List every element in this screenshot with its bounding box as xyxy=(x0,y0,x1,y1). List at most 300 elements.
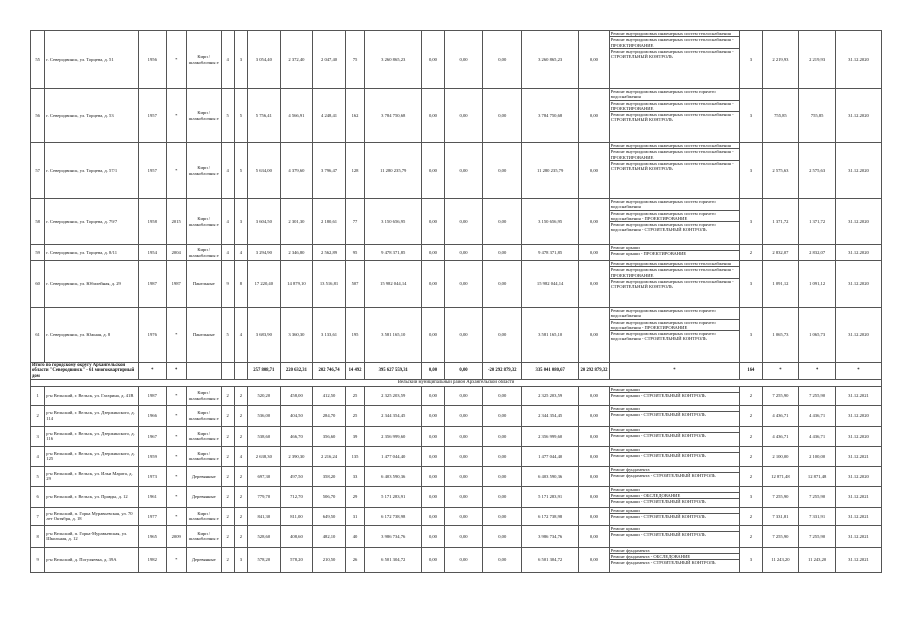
p1-cell: 1 091,12 xyxy=(762,261,799,308)
cost-cell: 6 501 304,72 xyxy=(365,547,422,572)
total-residents: 14 492 xyxy=(345,363,364,380)
a3-cell: 2 216,24 xyxy=(313,446,346,466)
z1-cell: 0,00 xyxy=(422,31,444,89)
row-number: 2 xyxy=(31,405,45,426)
deadline-cell: 31.12.2021 xyxy=(835,547,881,572)
st-cell: 2 xyxy=(740,386,762,405)
a2-cell: 2 301,30 xyxy=(280,199,313,245)
a3-cell: 649,50 xyxy=(313,507,346,525)
p1-cell: 7 255,90 xyxy=(762,525,799,547)
fl-cell: 5 xyxy=(221,89,234,143)
work-item: Ремонт внутридомовых инженерных систем горячего водоснабжения xyxy=(610,199,739,211)
en-cell: 3 xyxy=(234,31,247,89)
table-row xyxy=(31,308,882,363)
address-cell: р-н Вельский, г. Вельск, ул. Гагарина, д. 41В xyxy=(45,386,139,405)
p1-cell: 2 219,93 xyxy=(762,31,799,89)
p2-cell: 2 100,00 xyxy=(799,446,836,466)
st-cell: 3 xyxy=(740,261,762,308)
res-cell: 162 xyxy=(345,89,364,143)
res-cell: 128 xyxy=(345,143,364,199)
z3-cell: 0,00 xyxy=(483,308,522,363)
z1-cell: 0,00 xyxy=(422,446,444,466)
work-item: Ремонт внутридомовых инженерных систем теплоснабжения - ПРОЕКТИРОВАНИЕ xyxy=(610,149,739,161)
mat-cell: Кирп / шлакоблочны е xyxy=(186,507,221,525)
work-item: Ремонт внутридомовых инженерных систем теплоснабжения - ПРОЕКТИРОВАНИЕ xyxy=(610,37,739,49)
work-item: Ремонт крыши xyxy=(610,508,739,514)
works-cell xyxy=(609,143,739,199)
reb-cell: 2004 xyxy=(166,245,186,261)
table-row xyxy=(31,525,882,547)
z1-cell: 0,00 xyxy=(422,466,444,486)
table-row xyxy=(31,245,882,261)
cost-cell: 6 403 590,36 xyxy=(365,466,422,486)
z2-cell: 0,00 xyxy=(444,31,483,89)
work-item: Ремонт внутридомовых инженерных систем теплоснабжения - ПРОЕКТИРОВАНИЕ xyxy=(610,267,739,279)
fl-cell: 2 xyxy=(221,446,234,466)
work-item: Ремонт внутридомовых инженерных систем горячего водоснабжения - СТРОИТЕЛЬНЫЙ КОНТРОЛЬ xyxy=(610,222,716,233)
works-cell xyxy=(609,486,739,507)
st-cell: 3 xyxy=(740,547,762,572)
address-cell: г. Северодвинск, ул. Южная, д. 8 xyxy=(45,308,139,363)
address-cell: р-н Вельский, г. Вельск, ул. Дзержинского, д. 114 xyxy=(45,405,139,426)
reb-cell: * xyxy=(166,547,186,572)
p1-cell: 7 255,90 xyxy=(762,486,799,507)
mat-cell: Деревянные xyxy=(186,486,221,507)
p2-cell: 4 436,71 xyxy=(799,405,836,426)
a2-cell: 2 390,30 xyxy=(280,446,313,466)
z2-cell: 0,00 xyxy=(444,525,483,547)
cost-cell: 11 280 235,79 xyxy=(365,143,422,199)
z2-cell: 0,00 xyxy=(444,199,483,245)
row-number: 4 xyxy=(31,446,45,466)
z1-cell: 0,00 xyxy=(422,89,444,143)
reb-cell: * xyxy=(166,426,186,446)
row-number: 60 xyxy=(31,261,45,308)
address-cell: р-н Вельский, п. Горка Муравьевская, ул. 70 лет Октября, д. 18 xyxy=(45,507,139,525)
fl-cell: 2 xyxy=(221,507,234,525)
cost-cell: 2 344 354,45 xyxy=(365,405,422,426)
a2-cell: 4 379,60 xyxy=(280,143,313,199)
works-cell xyxy=(609,245,739,261)
work-item: Ремонт фундамента - СТРОИТЕЛЬНЫЙ КОНТРОЛЬ xyxy=(610,560,716,566)
works-cell xyxy=(609,466,739,486)
mat-cell: Кирп / шлакоблочны е xyxy=(186,245,221,261)
table-row xyxy=(31,199,882,245)
p2-cell: 1 091,12 xyxy=(799,261,836,308)
year-cell: 1958 xyxy=(139,199,167,245)
p2-cell: 2 832,07 xyxy=(799,245,836,261)
res-cell: 95 xyxy=(345,245,364,261)
reb-cell: * xyxy=(166,507,186,525)
a2-cell: 14 879,10 xyxy=(280,261,313,308)
mat-cell: Кирп / шлакоблочны е xyxy=(186,89,221,143)
z3-cell: 0,00 xyxy=(483,261,522,308)
z4-cell: 0,00 xyxy=(579,405,610,426)
tot-cell: 6 172 738,98 xyxy=(522,507,579,525)
p2-cell: 4 436,71 xyxy=(799,426,836,446)
z4-cell: 0,00 xyxy=(579,486,610,507)
z3-cell: 0,00 xyxy=(483,143,522,199)
area-cell: 2 638,30 xyxy=(248,446,281,466)
z2-cell: 0,00 xyxy=(444,405,483,426)
z4-cell: 0,00 xyxy=(579,507,610,525)
area-cell: 697,30 xyxy=(248,466,281,486)
fl-cell: 2 xyxy=(221,386,234,405)
z3-cell: 0,00 xyxy=(483,466,522,486)
area-cell: 3 604,50 xyxy=(248,199,281,245)
z1-cell: 0,00 xyxy=(422,143,444,199)
st-cell: 2 xyxy=(740,405,762,426)
a3-cell: 358,20 xyxy=(313,466,346,486)
res-cell: 77 xyxy=(345,199,364,245)
reb-cell: 2015 xyxy=(166,199,186,245)
en-cell: 8 xyxy=(234,261,247,308)
cost-cell: 1 477 044,40 xyxy=(365,446,422,466)
res-cell: 33 xyxy=(345,466,364,486)
en-cell: 5 xyxy=(234,89,247,143)
z1-cell: 0,00 xyxy=(422,308,444,363)
reb-cell: * xyxy=(166,31,186,89)
works-cell xyxy=(609,426,739,446)
p2-cell: 7 255,90 xyxy=(799,386,836,405)
work-item: Ремонт фундамента - ОБСЛЕДОВАНИЕ xyxy=(610,554,739,560)
table-row xyxy=(31,446,882,466)
address-cell: р-н Вельский, п. Горка-Муравьевская, ул. Школьная, д. 12 xyxy=(45,525,139,547)
address-cell: г. Северодвинск, ул. Торцева, д. 8/11 xyxy=(45,245,139,261)
reb-cell: * xyxy=(166,143,186,199)
en-cell: 2 xyxy=(234,486,247,507)
res-cell: 25 xyxy=(345,405,364,426)
z2-cell: 0,00 xyxy=(444,261,483,308)
address-cell: г. Северодвинск, ул. Торцева, д. 57/1 xyxy=(45,143,139,199)
res-cell: 507 xyxy=(345,261,364,308)
mat-cell: Панельные xyxy=(186,308,221,363)
a2-cell: 408,60 xyxy=(280,525,313,547)
tot-cell: 2 325 203,59 xyxy=(522,386,579,405)
mat-cell: Кирп / шлакоблочны е xyxy=(186,525,221,547)
table-row xyxy=(31,386,882,405)
z3-cell: 0,00 xyxy=(483,31,522,89)
work-item: Ремонт внутридомовых инженерных систем горячего водоснабжения xyxy=(610,89,739,101)
a2-cell: 404,50 xyxy=(280,405,313,426)
works-cell xyxy=(609,525,739,547)
works-cell xyxy=(609,446,739,466)
res-cell: 39 xyxy=(345,426,364,446)
z1-cell: 0,00 xyxy=(422,507,444,525)
year-cell: 1982 xyxy=(139,547,167,572)
z2-cell: 0,00 xyxy=(444,426,483,446)
total-row: Итого по городскому округу Архангельской области "Северодвинск" - 61 многоквартирный дом * * 257 808,71 220 632,31 202 746,74 14 492 395 627 559,31 0,00 0,00 -20 292 879,32 335 041 080,67 20 292 879,32 * 164 * * * xyxy=(31,363,882,380)
area-cell: 536,00 xyxy=(248,405,281,426)
mat-cell: Кирп / шлакоблочны е xyxy=(186,426,221,446)
work-item: Ремонт крыши xyxy=(610,447,739,453)
work-item: Ремонт крыши - ОБСЛЕДОВАНИЕ xyxy=(610,493,739,499)
en-cell: 5 xyxy=(234,143,247,199)
row-number: 55 xyxy=(31,31,45,89)
works-cell xyxy=(609,405,739,426)
row-number: 6 xyxy=(31,486,45,507)
st-cell: 3 xyxy=(740,308,762,363)
address-cell: р-н Вельский, г. Вельск, ул. Дзержинского, д. 125 xyxy=(45,446,139,466)
a3-cell: 412,50 xyxy=(313,386,346,405)
z3-cell: 0,00 xyxy=(483,446,522,466)
cost-cell: 3 986 734,76 xyxy=(365,525,422,547)
p1-cell: 4 436,71 xyxy=(762,405,799,426)
z4-cell: 0,00 xyxy=(579,525,610,547)
z2-cell: 0,00 xyxy=(444,466,483,486)
fl-cell: 9 xyxy=(221,261,234,308)
en-cell: 4 xyxy=(234,245,247,261)
total-label: Итого по городскому округу Архангельской области "Северодвинск" - 61 многоквартирный дом xyxy=(31,363,139,380)
p2-cell: 2 575,63 xyxy=(799,143,836,199)
work-item: Ремонт внутридомовых инженерных систем горячего водоснабжения - СТРОИТЕЛЬНЫЙ КОНТРОЛЬ xyxy=(610,331,716,342)
z1-cell: 0,00 xyxy=(422,261,444,308)
tot-cell: 9 478 371,85 xyxy=(522,245,579,261)
area-cell: 578,20 xyxy=(248,547,281,572)
z4-cell: 0,00 xyxy=(579,261,610,308)
p2-cell: 12 871,48 xyxy=(799,466,836,486)
cost-cell: 2 325 203,59 xyxy=(365,386,422,405)
a2-cell: 466,70 xyxy=(280,426,313,446)
a3-cell: 13 516,81 xyxy=(313,261,346,308)
z2-cell: 0,00 xyxy=(444,547,483,572)
z3-cell: 0,00 xyxy=(483,89,522,143)
work-item: Ремонт крыши - СТРОИТЕЛЬНЫЙ КОНТРОЛЬ xyxy=(610,412,706,418)
deadline-cell: 31.12.2021 xyxy=(835,386,881,405)
mat-cell: Кирп / шлакоблочны е xyxy=(186,31,221,89)
work-item: Ремонт крыши xyxy=(610,245,739,251)
z3-cell: 0,00 xyxy=(483,426,522,446)
p2-cell: 1 371,72 xyxy=(799,199,836,245)
works-cell xyxy=(609,89,739,143)
z1-cell: 0,00 xyxy=(422,386,444,405)
mat-cell: Панельные xyxy=(186,261,221,308)
a2-cell: 578,20 xyxy=(280,547,313,572)
year-cell: 1957 xyxy=(139,143,167,199)
reb-cell: * xyxy=(166,308,186,363)
area-cell: 779,70 xyxy=(248,486,281,507)
row-number: 57 xyxy=(31,143,45,199)
year-cell: 1959 xyxy=(139,446,167,466)
area-cell: 5 756,41 xyxy=(248,89,281,143)
a3-cell: 4 248,41 xyxy=(313,89,346,143)
table-row xyxy=(31,405,882,426)
tot-cell: 3 581 165,10 xyxy=(522,308,579,363)
cost-cell: 2 356 999,60 xyxy=(365,426,422,446)
z3-cell: 0,00 xyxy=(483,486,522,507)
a3-cell: 506,70 xyxy=(313,486,346,507)
address-cell: р-н Вельский, д. Погуляевка, д. 39А xyxy=(45,547,139,572)
z1-cell: 0,00 xyxy=(422,426,444,446)
district-title: Вельский муниципальный район Архангельской области xyxy=(31,380,882,387)
address-cell: р-н Вельский, г. Вельск, ул. Дзержинского, д. 116 xyxy=(45,426,139,446)
deadline-cell: 31.12.2020 xyxy=(835,143,881,199)
fl-cell: 2 xyxy=(221,547,234,572)
en-cell: 3 xyxy=(234,547,247,572)
work-item: Ремонт внутридомовых инженерных систем теплоснабжения xyxy=(610,261,739,267)
reb-cell: * xyxy=(166,89,186,143)
work-item: Ремонт крыши xyxy=(610,427,739,433)
reb-cell: * xyxy=(166,386,186,405)
p1-cell: 7 255,90 xyxy=(762,386,799,405)
deadline-cell: 31.12.2021 xyxy=(835,507,881,525)
deadline-cell: 31.12.2021 xyxy=(835,525,881,547)
fl-cell: 4 xyxy=(221,245,234,261)
z1-cell: 0,00 xyxy=(422,525,444,547)
z4-cell: 0,00 xyxy=(579,547,610,572)
works-cell xyxy=(609,31,739,89)
table-row xyxy=(31,507,882,525)
cost-cell: 6 172 738,98 xyxy=(365,507,422,525)
area-cell: 3 054,40 xyxy=(248,31,281,89)
year-cell: 1977 xyxy=(139,507,167,525)
reb-cell: 2009 xyxy=(166,525,186,547)
z4-cell: 0,00 xyxy=(579,89,610,143)
z2-cell: 0,00 xyxy=(444,446,483,466)
z4-cell: 0,00 xyxy=(579,245,610,261)
row-number: 58 xyxy=(31,199,45,245)
fl-cell: 2 xyxy=(221,426,234,446)
year-cell: 1987 xyxy=(139,386,167,405)
work-item: Ремонт внутридомовых инженерных систем теплоснабжения - СТРОИТЕЛЬНЫЙ КОНТРОЛЬ xyxy=(610,48,734,60)
work-item: Ремонт внутридомовых инженерных систем теплоснабжения - СТРОИТЕЛЬНЫЙ КОНТРОЛЬ xyxy=(610,112,734,123)
fl-cell: 2 xyxy=(221,525,234,547)
deadline-cell: 31.12.2020 xyxy=(835,199,881,245)
table-row xyxy=(31,31,882,89)
work-item: Ремонт крыши - СТРОИТЕЛЬНЫЙ КОНТРОЛЬ xyxy=(610,453,706,459)
st-cell: 3 xyxy=(740,486,762,507)
works-cell xyxy=(609,308,739,363)
z4-cell: 0,00 xyxy=(579,446,610,466)
tot-cell: 6 501 304,72 xyxy=(522,547,579,572)
area-cell: 3 294,90 xyxy=(248,245,281,261)
work-item: Ремонт внутридомовых инженерных систем теплоснабжения - СТРОИТЕЛЬНЫЙ КОНТРОЛЬ xyxy=(610,278,734,290)
area-cell: 528,60 xyxy=(248,525,281,547)
work-item: Ремонт внутридомовых инженерных систем теплоснабжения - СТРОИТЕЛЬНЫЙ КОНТРОЛЬ xyxy=(610,160,734,172)
row-number: 3 xyxy=(31,426,45,446)
work-item: Ремонт крыши xyxy=(610,487,739,493)
table-row xyxy=(31,426,882,446)
p1-cell: 2 100,00 xyxy=(762,446,799,466)
works-cell xyxy=(609,199,739,245)
z3-cell: 0,00 xyxy=(483,547,522,572)
z4-cell: 0,00 xyxy=(579,386,610,405)
en-cell: 2 xyxy=(234,466,247,486)
z2-cell: 0,00 xyxy=(444,386,483,405)
work-item: Ремонт крыши xyxy=(610,526,739,532)
cost-cell: 3 784 750,68 xyxy=(365,89,422,143)
tot-cell: 3 150 656,95 xyxy=(522,199,579,245)
st-cell: 2 xyxy=(740,466,762,486)
en-cell: 4 xyxy=(234,308,247,363)
z1-cell: 0,00 xyxy=(422,405,444,426)
a3-cell: 3 796,47 xyxy=(313,143,346,199)
mat-cell: Кирп / шлакоблочны е xyxy=(186,446,221,466)
z3-cell: 0,00 xyxy=(483,386,522,405)
capital-repair-table xyxy=(30,30,882,573)
area-cell: 841,30 xyxy=(248,507,281,525)
work-item: Ремонт крыши - ПРОЕКТИРОВАНИЕ xyxy=(610,251,687,257)
en-cell: 3 xyxy=(234,199,247,245)
res-cell: 25 xyxy=(345,386,364,405)
reb-cell: * xyxy=(166,486,186,507)
row-number: 61 xyxy=(31,308,45,363)
works-cell xyxy=(609,261,739,308)
work-item: Ремонт фундамента - СТРОИТЕЛЬНЫЙ КОНТРОЛЬ xyxy=(610,473,716,479)
p1-cell: 12 871,48 xyxy=(762,466,799,486)
p1-cell: 4 436,71 xyxy=(762,426,799,446)
work-item: Ремонт крыши - СТРОИТЕЛЬНЫЙ КОНТРОЛЬ xyxy=(610,393,706,399)
deadline-cell: 31.12.2020 xyxy=(835,405,881,426)
p2-cell: 11 243,20 xyxy=(799,547,836,572)
a2-cell: 3 360,30 xyxy=(280,308,313,363)
work-item: Ремонт крыши xyxy=(610,406,739,412)
tot-cell: 3 260 865,23 xyxy=(522,31,579,89)
row-number: 59 xyxy=(31,245,45,261)
fl-cell: 4 xyxy=(221,143,234,199)
st-cell: 3 xyxy=(740,143,762,199)
z4-cell: 0,00 xyxy=(579,426,610,446)
z4-cell: 0,00 xyxy=(579,31,610,89)
area-cell: 3 683,90 xyxy=(248,308,281,363)
address-cell: г. Северодвинск, ул. Юбилейная, д. 29 xyxy=(45,261,139,308)
z2-cell: 0,00 xyxy=(444,507,483,525)
mat-cell: Деревянные xyxy=(186,547,221,572)
address-cell: р-н Вельский, г. Вельск, ул. Ильи Марата, д. 29 xyxy=(45,466,139,486)
deadline-cell: 31.12.2020 xyxy=(835,261,881,308)
mat-cell: Деревянные xyxy=(186,466,221,486)
year-cell: 1961 xyxy=(139,486,167,507)
z2-cell: 0,00 xyxy=(444,143,483,199)
document-sheet xyxy=(30,30,882,573)
table-row xyxy=(31,466,882,486)
row-number: 9 xyxy=(31,547,45,572)
z1-cell: 0,00 xyxy=(422,199,444,245)
year-cell: 1954 xyxy=(139,245,167,261)
cost-cell: 9 478 371,85 xyxy=(365,245,422,261)
reb-cell: * xyxy=(166,446,186,466)
st-cell: 2 xyxy=(740,245,762,261)
z3-cell: 0,00 xyxy=(483,525,522,547)
st-cell: 2 xyxy=(740,426,762,446)
a3-cell: 2 562,89 xyxy=(313,245,346,261)
work-item: Ремонт внутридомовых инженерных систем горячего водоснабжения - ПРОЕКТИРОВАНИЕ xyxy=(610,211,739,223)
work-item: Ремонт крыши xyxy=(610,387,739,393)
reb-cell: 1987 xyxy=(166,261,186,308)
res-cell: 31 xyxy=(345,507,364,525)
st-cell: 3 xyxy=(740,31,762,89)
work-item: Ремонт внутридомовых инженерных систем горячего водоснабжения xyxy=(610,308,739,320)
z2-cell: 0,00 xyxy=(444,308,483,363)
res-cell: 26 xyxy=(345,547,364,572)
area-cell: 520,20 xyxy=(248,386,281,405)
row-number: 7 xyxy=(31,507,45,525)
tot-cell: 3 784 750,68 xyxy=(522,89,579,143)
a3-cell: 2 047,40 xyxy=(313,31,346,89)
table-row xyxy=(31,486,882,507)
fl-cell: 2 xyxy=(221,466,234,486)
year-cell: 1966 xyxy=(139,405,167,426)
res-cell: 75 xyxy=(345,31,364,89)
area-cell: 17 220,40 xyxy=(248,261,281,308)
work-item: Ремонт фундамента xyxy=(610,467,739,473)
deadline-cell: 31.12.2020 xyxy=(835,466,881,486)
year-cell: 1976 xyxy=(139,308,167,363)
table-row xyxy=(31,143,882,199)
en-cell: 2 xyxy=(234,386,247,405)
address-cell: г. Северодвинск, ул. Торцева, д. 79/7 xyxy=(45,199,139,245)
z2-cell: 0,00 xyxy=(444,486,483,507)
